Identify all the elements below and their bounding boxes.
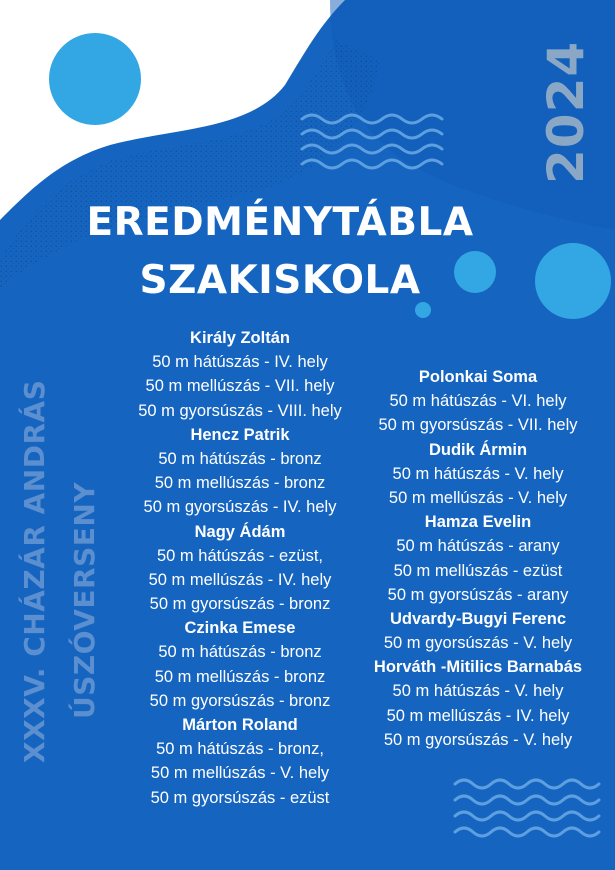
swimmer-name: Polonkai Soma xyxy=(418,368,538,386)
event-result: 50 m mellúszás - bronz xyxy=(154,474,326,493)
swimmer-name: Király Zoltán xyxy=(190,329,290,347)
event-result: 50 m mellúszás - bronz xyxy=(154,667,326,686)
event-result: 50 m gyorsúszás - IV. hely xyxy=(143,498,337,517)
light-blue-dot xyxy=(415,302,431,318)
event-result: 50 m gyorsúszás - VIII. hely xyxy=(138,401,342,420)
event-name-line-2: ÚSZÓVERSENY xyxy=(68,481,101,719)
event-result: 50 m mellúszás - V. hely xyxy=(150,764,330,783)
event-result: 50 m hátúszás - V. hely xyxy=(392,682,564,701)
swimmer-name: Hamza Evelin xyxy=(424,513,532,532)
event-result: 50 m hátúszás - bronz, xyxy=(156,740,324,759)
event-result: 50 m mellúszás - IV. hely xyxy=(386,706,570,725)
swimmer-name: Udvardy-Bugyi Ferenc xyxy=(389,609,567,628)
event-result: 50 m gyorsúszás - ezüst xyxy=(150,788,330,807)
results-column-right xyxy=(363,365,593,752)
event-result: 50 m mellúszás - VII. hely xyxy=(145,377,335,396)
event-result: 50 m hátúszás - VI. hely xyxy=(389,392,567,411)
event-result: 50 m mellúszás - ezüst xyxy=(393,561,563,580)
event-result: 50 m hátúszás - bronz xyxy=(158,643,322,662)
swimmer-name: Czinka Emese xyxy=(184,619,296,638)
event-result: 50 m mellúszás - IV. hely xyxy=(148,570,332,589)
light-blue-circle-top-left xyxy=(49,33,141,125)
swimmer-name: Hencz Patrik xyxy=(190,425,290,444)
event-result: 50 m gyorsúszás - V. hely xyxy=(383,634,573,653)
year-label: 2024 xyxy=(537,40,595,184)
event-result: 50 m mellúszás - V. hely xyxy=(388,488,568,507)
event-result: 50 m gyorsúszás - bronz xyxy=(149,595,331,614)
event-result: 50 m gyorsúszás - V. hely xyxy=(383,730,573,749)
event-result: 50 m hátúszás - arany xyxy=(396,537,560,556)
swimmer-name: Horváth -Mitilics Barnabás xyxy=(373,658,583,677)
event-result: 50 m hátúszás - ezüst, xyxy=(157,546,323,565)
event-name-line-1: XXXV. CHÁZÁR ANDRÁS xyxy=(18,379,51,763)
event-result: 50 m gyorsúszás - VII. hely xyxy=(378,416,578,435)
event-result: 50 m gyorsúszás - arany xyxy=(387,585,569,604)
title-line-2: SZAKISKOLA xyxy=(139,258,421,303)
event-result: 50 m hátúszás - bronz xyxy=(158,449,322,468)
swimmer-name: Dudik Ármin xyxy=(428,440,528,459)
event-result: 50 m hátúszás - IV. hely xyxy=(152,353,328,372)
swimmer-name: Márton Roland xyxy=(182,716,298,734)
event-result: 50 m hátúszás - V. hely xyxy=(392,464,564,483)
results-column-left xyxy=(120,326,360,810)
title-line-1: EREDMÉNYTÁBLA xyxy=(86,200,474,245)
swimmer-name: Nagy Ádám xyxy=(194,522,286,541)
event-result: 50 m gyorsúszás - bronz xyxy=(149,691,331,710)
